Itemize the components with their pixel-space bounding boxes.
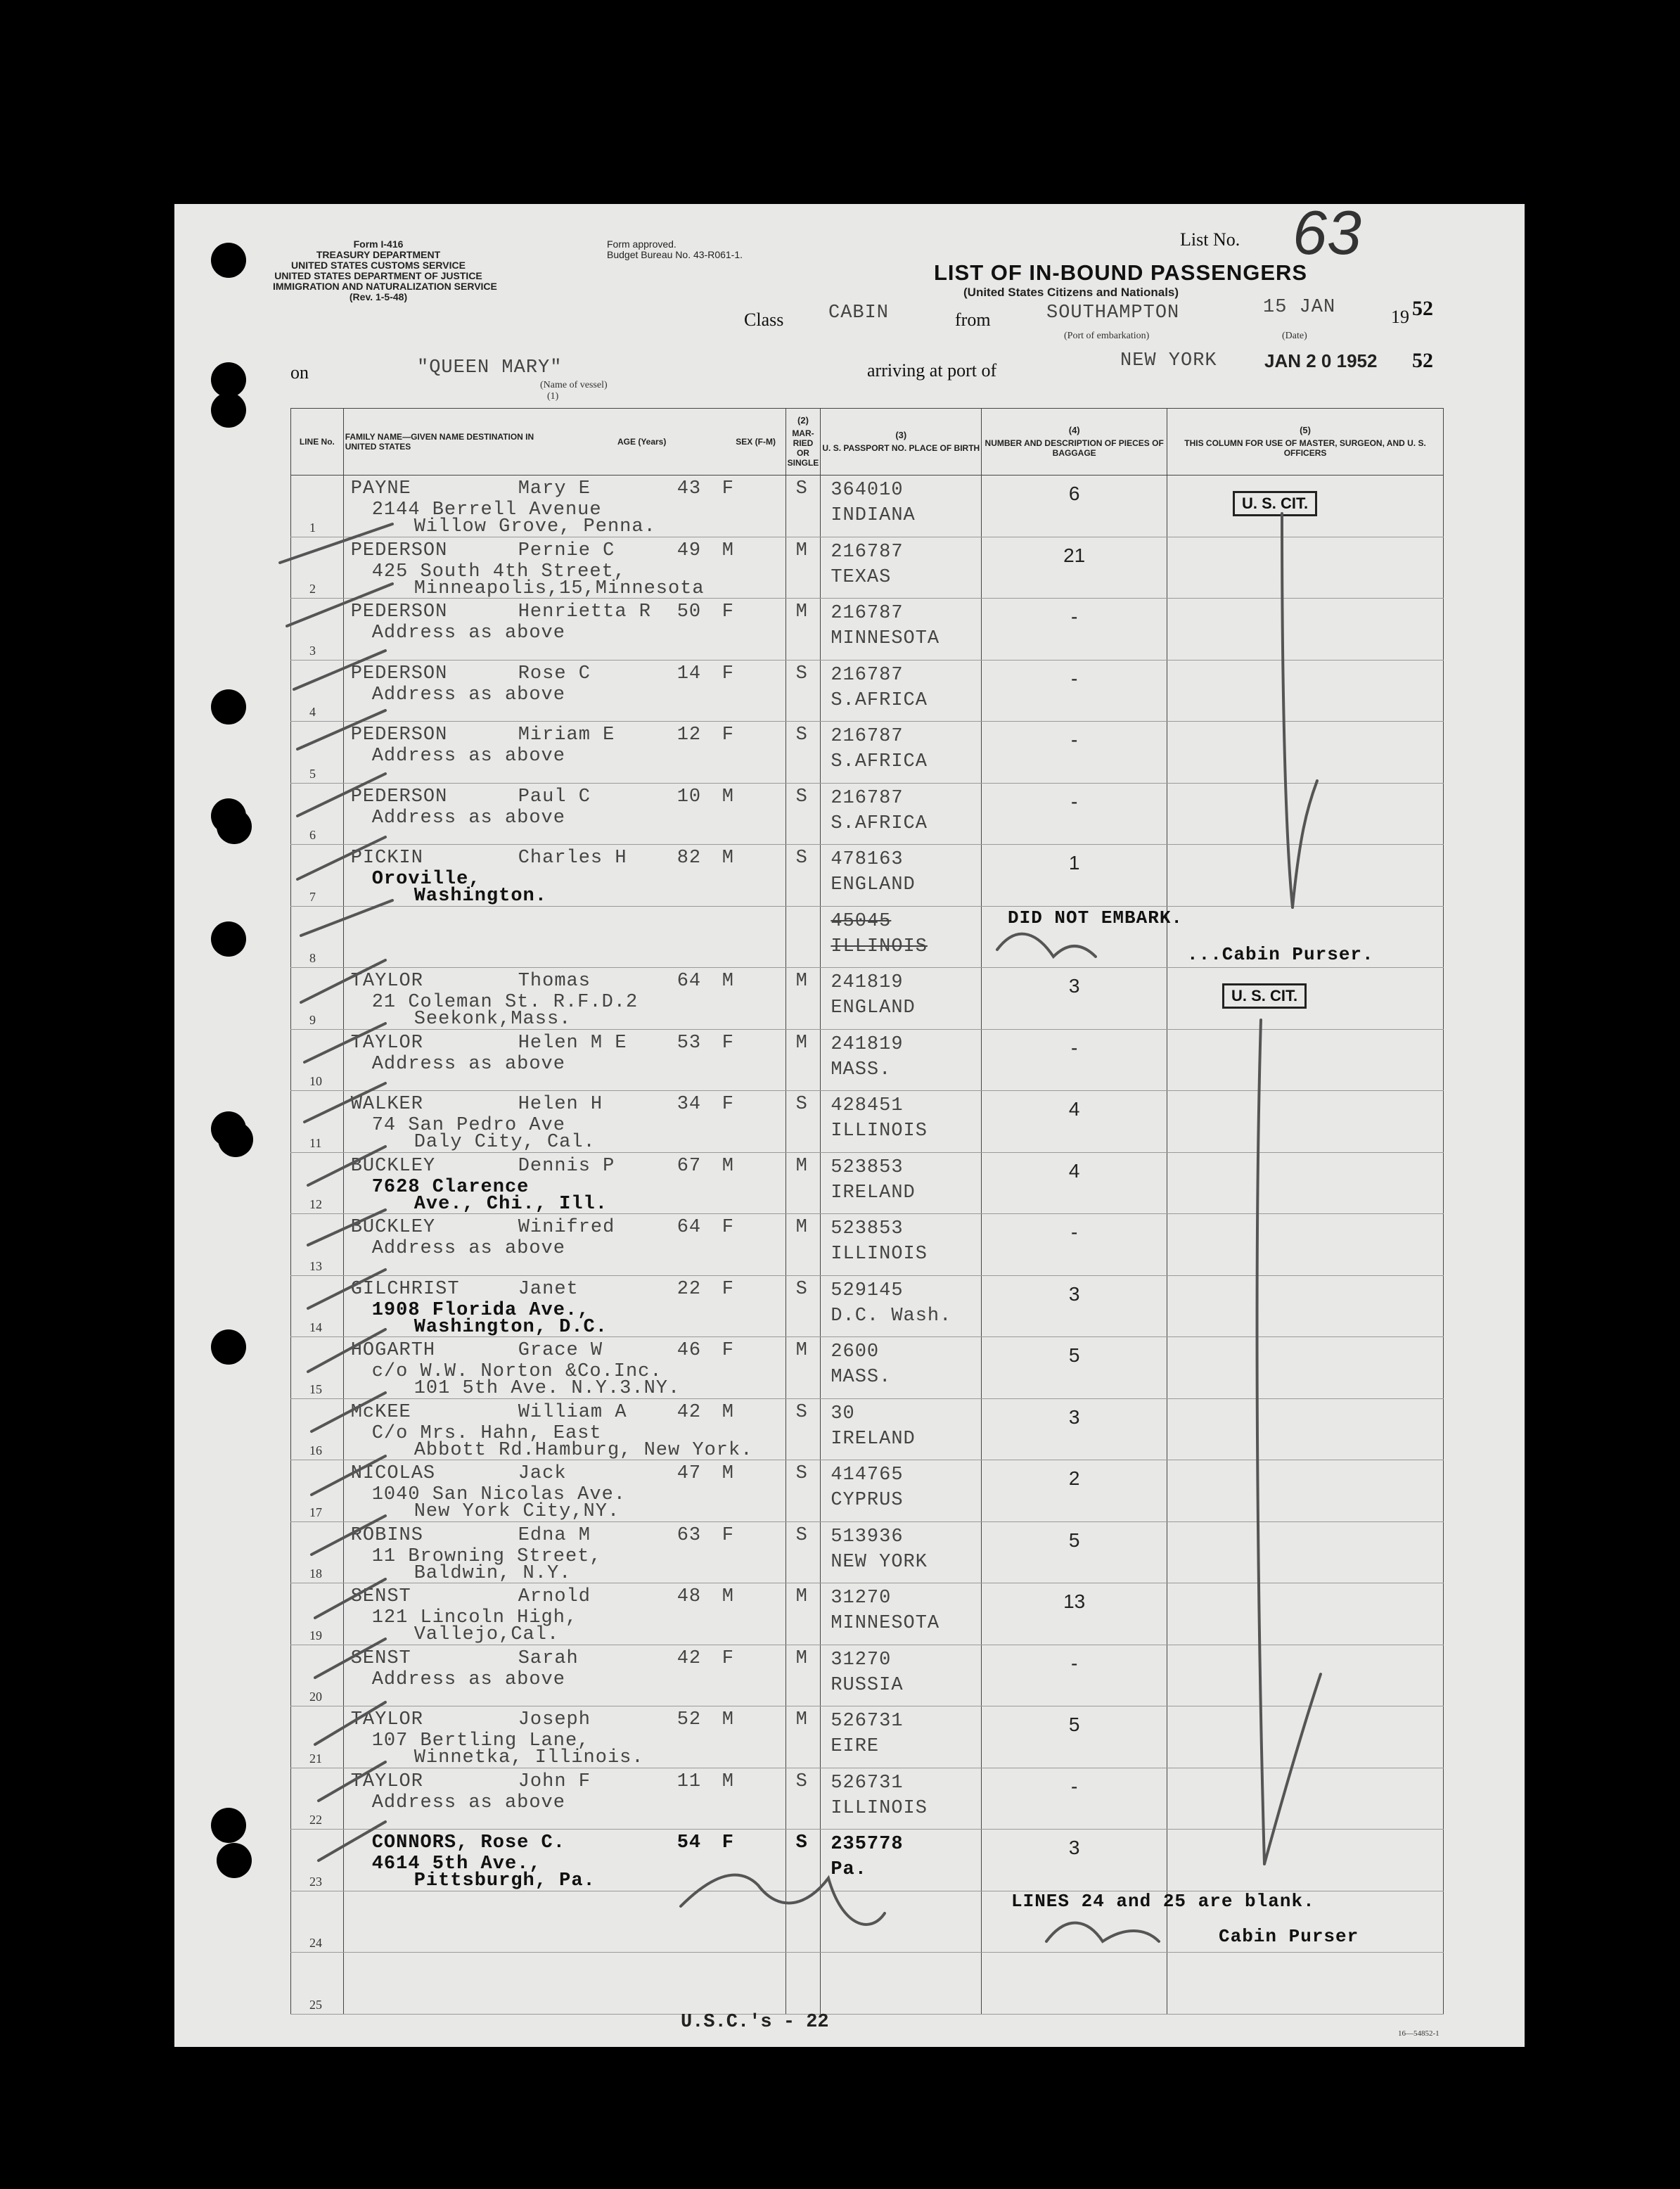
place-of-birth: MINNESOTA bbox=[831, 1613, 940, 1634]
col-name-text: FAMILY NAME—GIVEN NAME DESTINATION IN UNITED STATES bbox=[345, 432, 534, 452]
passport-number: 241819 bbox=[831, 972, 904, 993]
given-name: Dennis P bbox=[518, 1155, 615, 1177]
date-caption: (Date) bbox=[1282, 331, 1307, 341]
sex: F bbox=[722, 1032, 734, 1054]
place-of-birth: D.C. Wash. bbox=[831, 1305, 952, 1327]
age: 12 bbox=[677, 725, 702, 746]
baggage-count: 6 bbox=[1068, 483, 1080, 504]
address-line-1: 21 Coleman St. R.F.D.2 bbox=[371, 992, 639, 1013]
sex: M bbox=[722, 971, 734, 992]
given-name: Arnold bbox=[518, 1586, 591, 1607]
list-no-label: List No. bbox=[1180, 229, 1240, 250]
given-name: Edna M bbox=[518, 1524, 591, 1546]
from-label: from bbox=[955, 309, 991, 330]
sex: M bbox=[722, 1463, 734, 1484]
place-of-birth: ILLINOIS bbox=[831, 936, 928, 957]
form-number: Form I-416 bbox=[353, 238, 404, 250]
footer-total: U.S.C.'s - 22 bbox=[681, 2012, 829, 2033]
sex: M bbox=[722, 540, 734, 561]
given-name: Janet bbox=[518, 1278, 579, 1300]
place-of-birth: ENGLAND bbox=[831, 874, 916, 895]
line-number: 22 bbox=[309, 1813, 322, 1827]
given-name: Mary E bbox=[518, 478, 591, 499]
family-name: GILCHRIST bbox=[350, 1278, 460, 1300]
passport-number: 526731 bbox=[831, 1772, 904, 1794]
line-number: 14 bbox=[309, 1320, 322, 1334]
marital-status: S bbox=[795, 663, 808, 684]
arriving-label: arriving at port of bbox=[867, 360, 997, 381]
place-of-birth: RUSSIA bbox=[831, 1674, 904, 1696]
given-name: William A bbox=[518, 1401, 627, 1423]
family-name: PEDERSON bbox=[350, 725, 448, 746]
age: 48 bbox=[677, 1586, 702, 1607]
address-line-1: c/o W.W. Norton &Co.Inc. bbox=[371, 1361, 662, 1382]
us-citizen-stamp-2: U. S. CIT. bbox=[1222, 983, 1307, 1009]
family-name: McKEE bbox=[350, 1401, 411, 1423]
age: 10 bbox=[677, 786, 702, 808]
age: 42 bbox=[677, 1647, 702, 1669]
passport-number: 513936 bbox=[831, 1526, 904, 1547]
col-4-number: (4) bbox=[1068, 425, 1080, 435]
arrival-port: NEW YORK bbox=[1120, 350, 1217, 371]
age: 46 bbox=[677, 1340, 702, 1361]
col-sex: SEX (F-M) bbox=[736, 437, 776, 447]
age: 47 bbox=[677, 1463, 702, 1484]
given-name: Helen M E bbox=[518, 1032, 627, 1054]
family-name: HOGARTH bbox=[350, 1340, 436, 1361]
address-line-2: Seekonk,Mass. bbox=[413, 1009, 572, 1030]
line-number: 13 bbox=[309, 1258, 322, 1273]
address-line-1: 2144 Berrell Avenue bbox=[371, 499, 602, 521]
given-name: Henrietta R bbox=[518, 601, 651, 623]
place-of-birth: CYPRUS bbox=[831, 1490, 904, 1511]
baggage-count: 5 bbox=[1068, 1529, 1080, 1551]
family-name: TAYLOR bbox=[350, 1709, 423, 1730]
given-name: Helen H bbox=[518, 1094, 603, 1115]
sex: M bbox=[722, 1770, 734, 1792]
address-line-2: Vallejo,Cal. bbox=[413, 1624, 560, 1645]
passport-number: 478163 bbox=[831, 849, 904, 870]
lines-blank-note: LINES 24 and 25 are blank. bbox=[1011, 1891, 1315, 1912]
family-name: PEDERSON bbox=[350, 663, 448, 684]
address-line-1: 4614 5th Ave., bbox=[371, 1853, 541, 1875]
marital-status: M bbox=[795, 540, 808, 561]
line-number: 18 bbox=[309, 1566, 322, 1581]
justice-dept: UNITED STATES DEPARTMENT OF JUSTICE bbox=[274, 270, 482, 281]
col-line-no: LINE No. bbox=[291, 409, 344, 476]
given-name: Paul C bbox=[518, 786, 591, 808]
line-number: 4 bbox=[309, 705, 316, 719]
list-number: 63 bbox=[1293, 198, 1361, 267]
passport-number: 529145 bbox=[831, 1279, 904, 1301]
passport-number: 523853 bbox=[831, 1156, 904, 1178]
address-line-1: 107 Bertling Lane, bbox=[371, 1730, 590, 1751]
marital-status: S bbox=[795, 1401, 808, 1423]
address-line-1: 425 South 4th Street, bbox=[371, 561, 626, 582]
marital-status: M bbox=[795, 1340, 808, 1361]
marital-status: S bbox=[795, 1094, 808, 1115]
sex: M bbox=[722, 786, 734, 808]
address-line-1: Address as above bbox=[371, 1792, 565, 1813]
passport-number: 31270 bbox=[831, 1588, 892, 1609]
address-line-1: 1040 San Nicolas Ave. bbox=[371, 1484, 626, 1505]
family-name: BUCKLEY bbox=[350, 1217, 436, 1238]
given-name: John F bbox=[518, 1770, 591, 1792]
baggage-count: 2 bbox=[1068, 1467, 1080, 1489]
address-line-1: Address as above bbox=[371, 1053, 565, 1075]
age: 64 bbox=[677, 971, 702, 992]
line-number: 7 bbox=[309, 889, 316, 904]
baggage-count: - bbox=[1071, 1221, 1078, 1243]
port-embarkation-caption: (Port of embarkation) bbox=[1064, 331, 1150, 341]
col-3-number: (3) bbox=[895, 430, 907, 440]
place-of-birth: Pa. bbox=[831, 1859, 867, 1880]
passport-number: 414765 bbox=[831, 1464, 904, 1486]
place-of-birth: ILLINOIS bbox=[831, 1121, 928, 1142]
class-value: CABIN bbox=[828, 302, 890, 324]
address-line-1: 1908 Florida Ave., bbox=[371, 1299, 590, 1321]
family-name: TAYLOR bbox=[350, 1770, 423, 1792]
family-name: BUCKLEY bbox=[350, 1155, 436, 1177]
given-name: Joseph bbox=[518, 1709, 591, 1730]
baggage-count: - bbox=[1071, 729, 1078, 751]
vessel-caption: (Name of vessel) bbox=[540, 380, 608, 390]
sex: M bbox=[722, 1155, 734, 1177]
sex: F bbox=[722, 1278, 734, 1300]
passport-number: 428451 bbox=[831, 1095, 904, 1116]
age: 82 bbox=[677, 848, 702, 869]
sex: F bbox=[722, 663, 734, 684]
given-name: Rose C bbox=[518, 663, 591, 684]
sex: F bbox=[722, 725, 734, 746]
line-number: 3 bbox=[309, 643, 316, 658]
address-line-1: 11 Browning Street, bbox=[371, 1545, 602, 1567]
line-number: 23 bbox=[309, 1874, 322, 1889]
family-name: ROBINS bbox=[350, 1524, 423, 1546]
baggage-count: 13 bbox=[1063, 1590, 1086, 1612]
marital-status: M bbox=[795, 1647, 808, 1669]
passport-number: 45045 bbox=[831, 910, 892, 932]
address-line-2: Willow Grove, Penna. bbox=[413, 516, 656, 537]
col-2-number: (2) bbox=[797, 415, 809, 426]
age: 52 bbox=[677, 1709, 702, 1730]
address-line-2: Washington, D.C. bbox=[413, 1316, 608, 1338]
address-line-2: Daly City, Cal. bbox=[413, 1132, 596, 1153]
did-not-embark-note: DID NOT EMBARK. bbox=[1008, 907, 1184, 928]
line-number: 11 bbox=[309, 1135, 322, 1150]
passport-number: 2600 bbox=[831, 1341, 880, 1362]
line-number: 15 bbox=[309, 1381, 322, 1396]
age: 53 bbox=[677, 1032, 702, 1054]
place-of-birth: IRELAND bbox=[831, 1182, 916, 1204]
given-name: Jack bbox=[518, 1463, 567, 1484]
age: 11 bbox=[677, 1770, 702, 1792]
place-of-birth: INDIANA bbox=[831, 505, 916, 526]
family-name: SENST bbox=[350, 1586, 411, 1607]
baggage-count: 5 bbox=[1068, 1713, 1080, 1735]
marital-status: M bbox=[795, 971, 808, 992]
line-number: 24 bbox=[309, 1936, 322, 1950]
line-number: 21 bbox=[309, 1751, 322, 1766]
baggage-count: 4 bbox=[1068, 1098, 1080, 1120]
family-name: PEDERSON bbox=[350, 786, 448, 808]
given-name: Winifred bbox=[518, 1217, 615, 1238]
sex: F bbox=[722, 1647, 734, 1669]
address-line-1: Address as above bbox=[371, 1668, 565, 1690]
place-of-birth: MINNESOTA bbox=[831, 628, 940, 649]
age: 22 bbox=[677, 1278, 702, 1300]
place-of-birth: ENGLAND bbox=[831, 997, 916, 1019]
passport-number: 216787 bbox=[831, 541, 904, 563]
on-label: on bbox=[290, 362, 309, 383]
port-of-embarkation: SOUTHAMPTON bbox=[1046, 302, 1180, 324]
marital-status: M bbox=[795, 1032, 808, 1054]
address-line-1: C/o Mrs. Hahn, East bbox=[371, 1422, 602, 1444]
place-of-birth: S.AFRICA bbox=[831, 689, 928, 711]
family-name: WALKER bbox=[350, 1094, 423, 1115]
sex: F bbox=[722, 1094, 734, 1115]
place-of-birth: S.AFRICA bbox=[831, 751, 928, 772]
line-number: 1 bbox=[309, 520, 316, 535]
passport-number: 216787 bbox=[831, 603, 904, 624]
family-name: PAYNE bbox=[350, 478, 411, 499]
baggage-count: 3 bbox=[1068, 1405, 1080, 1428]
print-code: 16—54852-1 bbox=[1398, 2029, 1439, 2038]
treasury-dept: TREASURY DEPARTMENT bbox=[316, 249, 441, 260]
sex: F bbox=[722, 1340, 734, 1361]
purser-signature-1 bbox=[997, 934, 1096, 957]
sex: F bbox=[722, 1524, 734, 1546]
age: 50 bbox=[677, 601, 702, 623]
passport-number: 364010 bbox=[831, 480, 904, 501]
address-line-1: 7628 Clarence bbox=[371, 1176, 530, 1198]
given-name: Thomas bbox=[518, 971, 591, 992]
place-of-birth: MASS. bbox=[831, 1367, 892, 1388]
line-number: 17 bbox=[309, 1505, 322, 1519]
marital-status: S bbox=[795, 725, 808, 746]
age: 63 bbox=[677, 1524, 702, 1546]
place-of-birth: ILLINOIS bbox=[831, 1797, 928, 1819]
given-name: Sarah bbox=[518, 1647, 579, 1669]
manifest-page bbox=[174, 198, 1525, 2047]
age: 67 bbox=[677, 1155, 702, 1177]
passport-number: 216787 bbox=[831, 664, 904, 686]
pencil-annotations bbox=[174, 204, 1525, 2047]
family-name: PEDERSON bbox=[350, 540, 448, 561]
address-line-1: 74 San Pedro Ave bbox=[371, 1115, 565, 1136]
age: 42 bbox=[677, 1401, 702, 1423]
address-line-2: Winnetka, Illinois. bbox=[413, 1747, 644, 1768]
bureau-number: Budget Bureau No. 43-R061-1. bbox=[607, 249, 743, 260]
marital-status: M bbox=[795, 1709, 808, 1730]
place-of-birth: ILLINOIS bbox=[831, 1244, 928, 1265]
line-number: 10 bbox=[309, 1074, 322, 1088]
address-line-2: New York City,NY. bbox=[413, 1501, 620, 1522]
embarkation-date: 15 JAN bbox=[1263, 297, 1336, 318]
check-arrow-1 bbox=[1282, 513, 1317, 907]
line-number: 19 bbox=[309, 1628, 322, 1642]
age: 49 bbox=[677, 540, 702, 561]
baggage-count: 1 bbox=[1068, 852, 1080, 874]
col-marital-text: MAR-RIED OR SINGLE bbox=[787, 428, 819, 468]
address-line-1: Address as above bbox=[371, 746, 565, 767]
baggage-count: - bbox=[1071, 1652, 1078, 1674]
passport-number: 526731 bbox=[831, 1711, 904, 1732]
baggage-count: - bbox=[1071, 790, 1078, 812]
family-name: CONNORS, Rose C. bbox=[371, 1832, 565, 1853]
col-passport-text: U. S. PASSPORT NO. PLACE OF BIRTH bbox=[822, 443, 980, 453]
passport-number: 235778 bbox=[831, 1834, 904, 1855]
baggage-count: 21 bbox=[1063, 544, 1086, 566]
age: 54 bbox=[677, 1832, 702, 1853]
address-line-1: Oroville, bbox=[371, 869, 481, 890]
arrival-year: 52 bbox=[1412, 349, 1433, 372]
check-arrow-2 bbox=[1257, 1020, 1321, 1864]
passport-number: 31270 bbox=[831, 1649, 892, 1671]
given-name: Charles H bbox=[518, 848, 627, 869]
year-suffix: 52 bbox=[1412, 297, 1433, 320]
line-number: 16 bbox=[309, 1443, 322, 1457]
document-title: LIST OF IN-BOUND PASSENGERS bbox=[934, 260, 1308, 285]
age: 43 bbox=[677, 478, 702, 499]
place-of-birth: TEXAS bbox=[831, 566, 892, 588]
line-number: 5 bbox=[309, 766, 316, 781]
line-number: 20 bbox=[309, 1690, 322, 1704]
sex: M bbox=[722, 1401, 734, 1423]
baggage-count: 3 bbox=[1068, 1837, 1080, 1858]
age: 34 bbox=[677, 1094, 702, 1115]
baggage-count: 4 bbox=[1068, 1159, 1080, 1182]
family-name: PEDERSON bbox=[350, 601, 448, 623]
ins-service: IMMIGRATION AND NATURALIZATION SERVICE bbox=[273, 281, 497, 292]
officer-signature bbox=[681, 1875, 885, 1925]
baggage-count: - bbox=[1071, 606, 1078, 627]
approved-text: Form approved. bbox=[607, 238, 677, 250]
given-name: Pernie C bbox=[518, 540, 615, 561]
col-baggage-text: NUMBER AND DESCRIPTION OF PIECES OF BAGGAGE bbox=[985, 438, 1164, 458]
address-line-1: Address as above bbox=[371, 623, 565, 644]
document-subtitle: (United States Citizens and Nationals) bbox=[963, 286, 1179, 299]
baggage-count: 3 bbox=[1068, 975, 1080, 997]
marital-status: M bbox=[795, 1155, 808, 1177]
sex: F bbox=[722, 478, 734, 499]
line-number: 8 bbox=[309, 951, 316, 965]
line-number: 25 bbox=[309, 1997, 322, 2012]
marital-status: S bbox=[795, 848, 808, 869]
sex: M bbox=[722, 1586, 734, 1607]
customs-service: UNITED STATES CUSTOMS SERVICE bbox=[291, 260, 466, 271]
year-prefix: 19 bbox=[1391, 307, 1409, 327]
marital-status: M bbox=[795, 1217, 808, 1238]
column-1-caption: (1) bbox=[547, 391, 559, 402]
col-officers-text: THIS COLUMN FOR USE OF MASTER, SURGEON, AND U. S. OFFICERS bbox=[1184, 438, 1426, 458]
marital-status: S bbox=[795, 1463, 808, 1484]
baggage-count: - bbox=[1071, 667, 1078, 689]
marital-status: S bbox=[795, 1278, 808, 1300]
address-line-2: Abbott Rd.Hamburg, New York. bbox=[413, 1439, 753, 1461]
cabin-purser-note: ...Cabin Purser. bbox=[1187, 944, 1374, 965]
address-line-2: 101 5th Ave. N.Y.3.NY. bbox=[413, 1378, 681, 1399]
age: 64 bbox=[677, 1217, 702, 1238]
address-line-1: Address as above bbox=[371, 807, 565, 829]
place-of-birth: EIRE bbox=[831, 1736, 880, 1757]
line-number: 12 bbox=[309, 1197, 322, 1211]
age: 14 bbox=[677, 663, 702, 684]
passport-number: 216787 bbox=[831, 726, 904, 747]
baggage-count: - bbox=[1071, 1775, 1078, 1797]
line-number: 9 bbox=[309, 1012, 316, 1027]
place-of-birth: IRELAND bbox=[831, 1428, 916, 1450]
marital-status: M bbox=[795, 601, 808, 623]
given-name: Miriam E bbox=[518, 725, 615, 746]
purser-signature-2 bbox=[1046, 1923, 1159, 1941]
marital-status: S bbox=[795, 786, 808, 808]
tick-marks bbox=[280, 524, 392, 1861]
sex: M bbox=[722, 848, 734, 869]
baggage-count: - bbox=[1071, 1036, 1078, 1059]
class-label: Class bbox=[744, 309, 784, 330]
family-name: TAYLOR bbox=[350, 971, 423, 992]
sex: F bbox=[722, 601, 734, 623]
family-name: TAYLOR bbox=[350, 1032, 423, 1054]
place-of-birth: MASS. bbox=[831, 1059, 892, 1080]
line-number: 6 bbox=[309, 828, 316, 842]
passport-number: 30 bbox=[831, 1403, 855, 1424]
passport-number: 216787 bbox=[831, 787, 904, 809]
us-citizen-stamp: U. S. CIT. bbox=[1233, 491, 1317, 516]
family-name: PICKIN bbox=[350, 848, 423, 869]
line-number: 2 bbox=[309, 582, 316, 596]
revision: (Rev. 1-5-48) bbox=[349, 291, 408, 302]
sex: M bbox=[722, 1709, 734, 1730]
baggage-count: 3 bbox=[1068, 1282, 1080, 1305]
marital-status: S bbox=[795, 1524, 808, 1546]
marital-status: S bbox=[795, 1770, 808, 1792]
cabin-purser-note-2: Cabin Purser bbox=[1219, 1926, 1359, 1947]
sex: F bbox=[722, 1832, 734, 1853]
arrival-date-stamp: JAN 2 0 1952 bbox=[1264, 350, 1378, 371]
address-line-1: 121 Lincoln High, bbox=[371, 1607, 578, 1628]
vessel-name: "QUEEN MARY" bbox=[417, 357, 563, 378]
place-of-birth: NEW YORK bbox=[831, 1551, 928, 1573]
marital-status: S bbox=[795, 1832, 808, 1853]
passport-number: 241819 bbox=[831, 1033, 904, 1055]
sex: F bbox=[722, 1217, 734, 1238]
address-line-2: Pittsburgh, Pa. bbox=[413, 1870, 596, 1891]
given-name: Grace W bbox=[518, 1340, 603, 1361]
address-line-2: Ave., Chi., Ill. bbox=[413, 1193, 608, 1215]
family-name: NICOLAS bbox=[350, 1463, 436, 1484]
address-line-2: Baldwin, N.Y. bbox=[413, 1562, 572, 1584]
baggage-count: 5 bbox=[1068, 1344, 1080, 1366]
marital-status: S bbox=[795, 478, 808, 499]
family-name: SENST bbox=[350, 1647, 411, 1669]
address-line-1: Address as above bbox=[371, 1238, 565, 1259]
marital-status: M bbox=[795, 1586, 808, 1607]
address-line-1: Address as above bbox=[371, 684, 565, 706]
address-line-2: Minneapolis,15,Minnesota bbox=[413, 577, 705, 599]
col-5-number: (5) bbox=[1300, 425, 1311, 435]
address-line-2: Washington. bbox=[413, 886, 547, 907]
passport-number: 523853 bbox=[831, 1218, 904, 1239]
col-age: AGE (Years) bbox=[617, 437, 667, 447]
place-of-birth: S.AFRICA bbox=[831, 812, 928, 834]
